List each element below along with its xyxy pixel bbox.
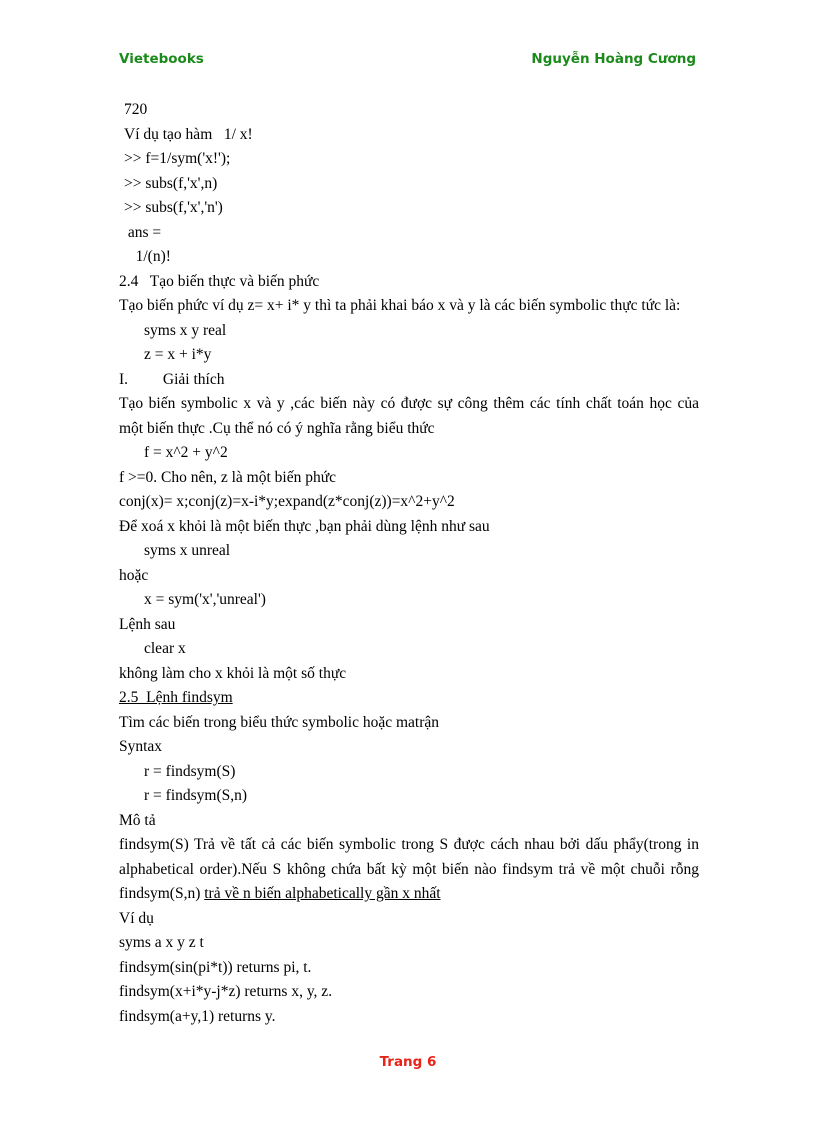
text-line: không làm cho x khỏi là một số thực	[119, 664, 347, 682]
text-line: Syntax	[119, 738, 163, 755]
section-heading	[119, 686, 699, 711]
text-line: findsym(S) Trả về tất cả các biến symbolic trong S được cách nhau bởi dấu phẩy(trong in	[119, 836, 699, 853]
code-line: syms x unreal	[144, 542, 231, 559]
page-body	[119, 98, 699, 1029]
page-number: Trang 6	[379, 1054, 437, 1070]
text-line: Ví dụ	[119, 909, 154, 927]
subheading: I. Giải thích	[119, 370, 225, 388]
code-line: r = findsym(S)	[144, 762, 236, 780]
code-line: >> f=1/sym('x!');	[124, 150, 231, 167]
text-line: Tìm các biến trong biểu thức symbolic hoặc matrận	[119, 713, 440, 731]
text-line: Tạo biến phức ví dụ z= x+ i* y thì ta phải khai báo x và y là các biến symbolic thực tức là:	[119, 297, 681, 314]
underlined-text: trả về n biến alphabetically gần x nhất	[204, 885, 441, 902]
text-line: f >=0. Cho nên, z là một biến phức	[119, 468, 337, 486]
code-line: >> subs(f,'x',n)	[124, 174, 218, 192]
section-heading-text: 2.5 Lệnh findsym	[119, 689, 233, 706]
code-line: findsym(sin(pi*t)) returns pi, t.	[119, 958, 312, 976]
code-line: 1/(n)!	[124, 248, 171, 265]
text-segment: findsym(S,n)	[119, 885, 205, 902]
code-line: r = findsym(S,n)	[144, 787, 248, 804]
text-line: Ví dụ tạo hàm 1/ x!	[124, 125, 253, 143]
code-line: findsym(a+y,1) returns y.	[119, 1007, 276, 1025]
header-author-name: Nguyễn Hoàng Cương	[531, 51, 696, 67]
text-line: Tạo biến symbolic x và y ,các biến này có được sự công thêm các tính chất toán học của	[119, 395, 699, 412]
code-line: ans =	[124, 223, 162, 241]
text-line: một biến thực .Cụ thể nó có ý nghĩa rằng biểu thức	[119, 419, 435, 437]
header-site-name: Vietebooks	[119, 51, 204, 67]
text-line	[119, 882, 699, 907]
code-line: conj(x)= x;conj(z)=x-i*y;expand(z*conj(z))=x^2+y^2	[119, 493, 455, 510]
text-line: Mô tả	[119, 811, 156, 829]
code-line: findsym(x+i*y-j*z) returns x, y, z.	[119, 983, 333, 1000]
code-line: >> subs(f,'x','n')	[124, 199, 223, 216]
code-line: x = sym('x','unreal')	[144, 591, 266, 608]
text-line: alphabetical order).Nếu S không chứa bất kỳ một biến nào findsym trả về một chuỗi rỗng	[119, 860, 699, 878]
section-heading: 2.4 Tạo biến thực và biến phức	[119, 272, 320, 290]
code-line: f = x^2 + y^2	[144, 444, 228, 461]
text-line: 720	[124, 101, 148, 118]
text-line: hoặc	[119, 566, 149, 584]
code-line: z = x + i*y	[144, 346, 212, 363]
code-line: clear x	[144, 640, 186, 657]
text-line: Để xoá x khỏi là một biến thực ,bạn phải dùng lệnh như sau	[119, 517, 490, 535]
code-line: syms a x y z t	[119, 934, 204, 951]
code-line: syms x y real	[144, 321, 227, 339]
text-line: Lệnh sau	[119, 615, 176, 633]
